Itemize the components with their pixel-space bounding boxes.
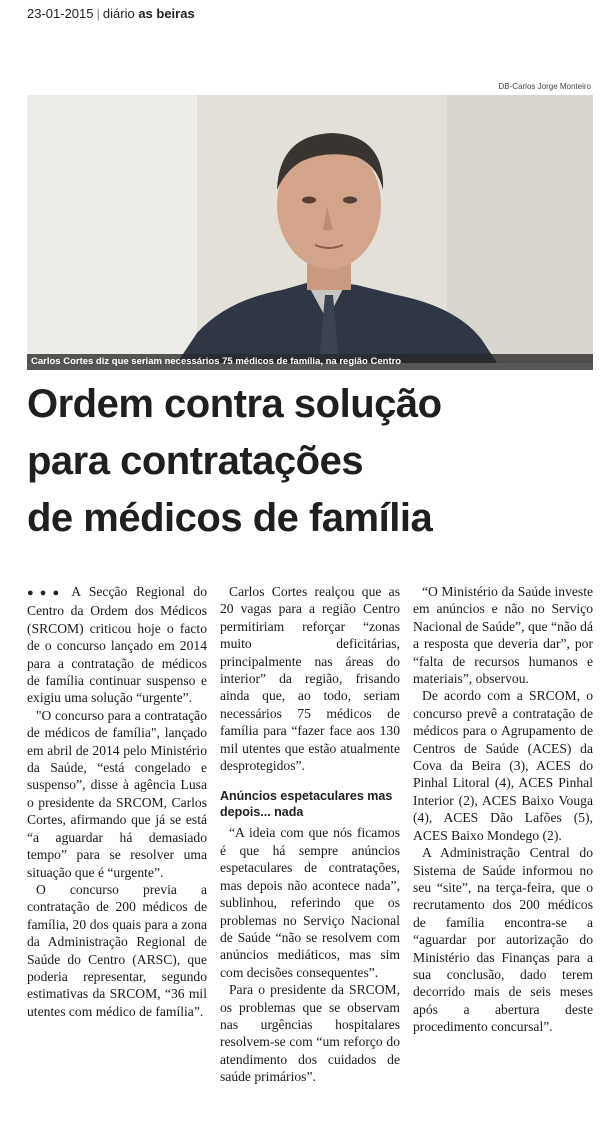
article-paragraph-5: “A ideia com que nós ficamos é que há sempre anúncios espetaculares de contratações, mas depois não acontece nada”, sublinhou, referindo que os problemas no Serviço Nacional de Saúde “não se resolvem com anúncios mediáticos, mas sim com decisões consequentes”. xyxy=(220,825,400,980)
article-paragraph-9: A Administração Central do Sistema de Saúde informou no seu “site”, na terça-feira, que o recrutamento dos 200 médicos de família encontra-se a “aguardar por autorização do Ministério das Finanças para a sua conclusão, dado terem decorrido mais de seis meses após a abertura deste procedimento concursal”. xyxy=(413,845,593,1035)
article-subhead: Anúncios espetaculares mas depois... nada xyxy=(220,789,393,820)
article-paragraph-2: "O concurso para a contratação de médicos de família", lançado em abril de 2014 pelo Ministério da Saúde, “está congelado e suspenso”, disse à agência Lusa o presidente da SRCOM, Carlos Cortes, afirmando que já se está “a aguardar há demasiado tempo” para se resolver uma situação que é “urgente”. xyxy=(27,707,207,880)
paragraph-1-text: A Secção Regional do Centro da Ordem dos Médicos (SRCOM) criticou hoje o facto de o concurso lançado em 2014 para a contratação de médicos de família continuar suspenso e exigiu uma solução “urgente”. xyxy=(27,584,207,706)
article-paragraph-1 xyxy=(27,583,207,707)
article-photo xyxy=(27,95,593,363)
article-paragraph-3: O concurso previa a contratação de 200 médicos de família, 20 dos quais para a zona da Administração Regional de Saúde do Centro (ARSC), que poderia representar, segundo estimativas da SRCOM, “36 mil utentes com médico de família”. xyxy=(27,881,207,1019)
article-column-2 xyxy=(220,583,400,1086)
photo-caption: Carlos Cortes diz que seriam necessários 75 médicos de família, na região Centro xyxy=(27,354,593,370)
portrait-illustration xyxy=(27,95,593,363)
headline-line-3: de médicos de família xyxy=(27,496,433,540)
article-column-1 xyxy=(27,583,207,1020)
article-column-3 xyxy=(413,583,593,1036)
masthead xyxy=(27,6,195,21)
article-paragraph-7: “O Ministério da Saúde investe em anúncios e não no Serviço Nacional de Saúde”, que “não dá a resposta que deveria dar”, por “falta de recursos humanos e materiais”, observou. xyxy=(413,584,593,687)
issue-date: 23-01-2015 xyxy=(27,6,94,21)
article-paragraph-4: Carlos Cortes realçou que as 20 vagas para a região Centro permitiriam reforçar “zonas muito deficitárias, principalmente nas áreas do interior” da região, frisando ainda que, ao todo, seriam necessários 75 médicos de família para “fazer face aos 130 mil utentes que estão atualmente desprotegidos”. xyxy=(220,584,400,774)
headline xyxy=(27,376,587,547)
photo-credit: DB-Carlos Jorge Monteiro xyxy=(498,82,591,91)
paper-prefix: diário xyxy=(102,6,135,21)
headline-line-2: para contratações xyxy=(27,439,364,483)
article-paragraph-6: Para o presidente da SRCOM, os problemas que se observam nas urgências hospitalares resolvem-se com “um reforço do atendimento dos cuidados de saúde primários”. xyxy=(220,982,400,1085)
headline-line-1: Ordem contra solução xyxy=(27,382,442,426)
article-paragraph-8: De acordo com a SRCOM, o concurso prevê a contratação de médicos para o Agrupamento de Centros de Saúde (ACES) da Cova da Beira (3), ACES do Pinhal Litoral (4), ACES Pinhal Interior (2), ACES Baixo Vouga (4), ACES Dão Lafões (5), ACES Baixo Mondego (2). xyxy=(413,688,593,843)
paper-name: as beiras xyxy=(138,6,195,21)
masthead-separator: | xyxy=(96,6,100,21)
lead-marker: ●●● xyxy=(27,587,66,599)
